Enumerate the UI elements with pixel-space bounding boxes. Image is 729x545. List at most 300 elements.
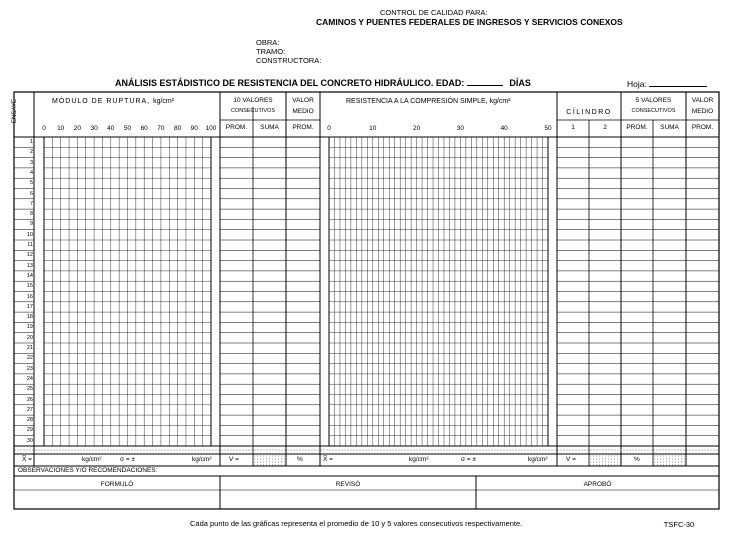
hatch-dot (105, 450, 106, 451)
row-number: 24 (26, 375, 33, 382)
hatch-dot (480, 450, 481, 451)
hatch-dot (573, 450, 574, 451)
hatch-dot (705, 450, 706, 451)
hatch-dot (183, 450, 184, 451)
hatch-dot (537, 450, 538, 451)
resistencia-tick-label: 40 (500, 125, 508, 132)
hatch-dot (678, 465, 679, 466)
hatch-dot (617, 456, 618, 457)
hatch-dot (339, 450, 340, 451)
hatch-dot (263, 459, 264, 460)
hatch-dot (669, 462, 670, 463)
row-number: 2 (29, 149, 33, 156)
suma-header-2: SUMA (660, 124, 679, 131)
hatch-dot (690, 450, 691, 451)
hatch-dot (423, 450, 424, 451)
hatch-dot (267, 450, 268, 451)
hatch-dot (192, 450, 193, 451)
unit-3: kg/cm² (409, 456, 429, 463)
hatch-dot (300, 450, 301, 451)
hatch-dot (611, 462, 612, 463)
hatch-dot (111, 450, 112, 451)
hatch-dot (599, 456, 600, 457)
hatch-dot (234, 450, 235, 451)
hatch-dot (260, 456, 261, 457)
hatch-dot (375, 450, 376, 451)
hatch-dot (699, 450, 700, 451)
hatch-dot (186, 450, 187, 451)
row-number: 11 (27, 242, 33, 248)
hatch-dot (278, 462, 279, 463)
hatch-dot (462, 450, 463, 451)
hatch-dot (438, 450, 439, 451)
observaciones-label: OBSERVACIONES Y/O RECOMENDACIONES: (18, 467, 158, 474)
hatch-dot (276, 450, 277, 451)
row-number: 3 (29, 159, 33, 166)
pct-label-1: % (297, 456, 303, 463)
hatch-dot (429, 450, 430, 451)
hatch-dot (603, 450, 604, 451)
hatch-dot (126, 450, 127, 451)
hatch-dot (99, 450, 100, 451)
hatch-dot (599, 462, 600, 463)
hatch-dot (266, 462, 267, 463)
hatch-dot (284, 456, 285, 457)
hatch-dot (278, 459, 279, 460)
row-number: 22 (26, 355, 33, 362)
hatch-dot (663, 459, 664, 460)
hatch-dot (567, 450, 568, 451)
hatch-dot (618, 450, 619, 451)
modulo-tick-label: 20 (73, 125, 81, 132)
hatch-dot (590, 459, 591, 460)
hatch-dot (324, 450, 325, 451)
hatch-dot (447, 450, 448, 451)
hatch-dot (357, 450, 358, 451)
hatch-dot (260, 462, 261, 463)
hatch-dot (663, 450, 664, 451)
hatch-dot (495, 450, 496, 451)
v-label-2: V = (566, 456, 576, 463)
hatch-dot (48, 450, 49, 451)
hatch-dot (333, 450, 334, 451)
hatch-dot (570, 450, 571, 451)
hatch-dot (593, 456, 594, 457)
hatch-dot (492, 450, 493, 451)
hatch-dot (666, 462, 667, 463)
hoja-label: Hoja: (627, 78, 707, 89)
hatch-dot (576, 450, 577, 451)
unit-4: kg/cm² (528, 456, 548, 463)
hatch-dot (681, 459, 682, 460)
hatch-dot (564, 450, 565, 451)
hatch-dot (588, 450, 589, 451)
hatch-dot (605, 465, 606, 466)
modulo-tick-label: 0 (42, 125, 46, 132)
hatch-dot (90, 450, 91, 451)
hatch-dot (237, 450, 238, 451)
row-number: 1 (29, 139, 33, 145)
hatch-dot (27, 450, 28, 451)
hatch-dot (156, 450, 157, 451)
hatch-dot (266, 465, 267, 466)
hatch-dot (336, 450, 337, 451)
hatch-dot (411, 450, 412, 451)
hatch-dot (608, 456, 609, 457)
hatch-dot (593, 459, 594, 460)
hatch-dot (672, 462, 673, 463)
hatch-dot (596, 462, 597, 463)
hatch-dot (204, 450, 205, 451)
header-line1: CONTROL DE CALIDAD PARA: (380, 8, 488, 17)
hatch-dot (675, 456, 676, 457)
hatch-dot (269, 462, 270, 463)
hatch-dot (684, 456, 685, 457)
hatch-dot (614, 456, 615, 457)
hatch-dot (678, 450, 679, 451)
hatch-dot (269, 465, 270, 466)
hatch-dot (654, 459, 655, 460)
hatch-dot (504, 450, 505, 451)
hatch-dot (414, 450, 415, 451)
hatch-dot (207, 450, 208, 451)
hatch-dot (168, 450, 169, 451)
hatch-dot (471, 450, 472, 451)
hatch-dot (660, 456, 661, 457)
hatch-dot (254, 462, 255, 463)
ten-values-label: 10 VALORES (233, 97, 273, 104)
cilindro-1: 1 (571, 124, 575, 131)
hatch-dot (275, 456, 276, 457)
resistencia-title: RESISTENCIA A LA COMPRESIÓN SIMPLE, kg/cm² (346, 98, 511, 105)
hatch-dot (711, 450, 712, 451)
formulo-label: FORMULÓ (100, 481, 134, 488)
xbar-label-2: X̅ = (323, 456, 333, 463)
hatch-dot (611, 465, 612, 466)
hatch-dot (663, 462, 664, 463)
hatch-dot (602, 465, 603, 466)
hatch-dot (225, 450, 226, 451)
hatch-dot (360, 450, 361, 451)
hatch-dot (645, 450, 646, 451)
hatch-dot (681, 456, 682, 457)
hatch-dot (45, 450, 46, 451)
hatch-dot (477, 450, 478, 451)
hatch-dot (278, 456, 279, 457)
row-number: 25 (26, 386, 33, 393)
hatch-dot (269, 459, 270, 460)
header-line2: CAMINOS Y PUENTES FEDERALES DE INGRESOS Y SERVICIOS CONEXOS (316, 17, 623, 27)
hatch-dot (660, 450, 661, 451)
hatch-dot (590, 456, 591, 457)
hatch-dot (513, 450, 514, 451)
hatch-dot (663, 465, 664, 466)
hatch-dot (590, 462, 591, 463)
hatch-dot (675, 459, 676, 460)
hatch-dot (279, 450, 280, 451)
hatch-dot (435, 450, 436, 451)
hatch-dot (306, 450, 307, 451)
hatch-dot (96, 450, 97, 451)
hatch-dot (390, 450, 391, 451)
row-number: 7 (29, 200, 33, 207)
row-number: 20 (26, 334, 33, 341)
hatch-dot (78, 450, 79, 451)
hatch-dot (284, 459, 285, 460)
hatch-dot (597, 450, 598, 451)
hatch-dot (501, 450, 502, 451)
hatch-dot (612, 450, 613, 451)
row-number: 21 (26, 345, 33, 351)
hatch-dot (648, 450, 649, 451)
hatch-dot (669, 459, 670, 460)
hatch-dot (18, 450, 19, 451)
hatch-dot (281, 462, 282, 463)
hatch-dot (87, 450, 88, 451)
row-number: 29 (26, 427, 33, 434)
hatch-dot (651, 450, 652, 451)
hatch-dot (594, 450, 595, 451)
hatch-dot (108, 450, 109, 451)
hatch-dot (516, 450, 517, 451)
hatch-dot (330, 450, 331, 451)
hatch-dot (617, 462, 618, 463)
hatch-dot (534, 450, 535, 451)
hatch-dot (198, 450, 199, 451)
hatch-dot (617, 459, 618, 460)
hatch-dot (381, 450, 382, 451)
hatch-dot (42, 450, 43, 451)
hatch-dot (654, 465, 655, 466)
hatch-dot (602, 456, 603, 457)
hatch-dot (266, 456, 267, 457)
hatch-dot (591, 450, 592, 451)
hatch-dot (582, 450, 583, 451)
sigma-label-2: σ = ± (461, 456, 476, 463)
hatch-dot (660, 465, 661, 466)
hatch-dot (672, 450, 673, 451)
hatch-dot (579, 450, 580, 451)
hatch-dot (275, 462, 276, 463)
hatch-dot (210, 450, 211, 451)
hatch-dot (263, 456, 264, 457)
hatch-dot (608, 459, 609, 460)
hatch-dot (81, 450, 82, 451)
prom-header-2: PROM. (292, 124, 314, 131)
row-number: 10 (26, 231, 33, 238)
hatch-dot (30, 450, 31, 451)
hatch-dot (312, 450, 313, 451)
hatch-dot (441, 450, 442, 451)
hatch-dot (608, 465, 609, 466)
hatch-dot (615, 450, 616, 451)
prom-header-4: PROM. (691, 124, 714, 131)
suma-header-1: SUMA (260, 124, 279, 131)
hatch-dot (540, 450, 541, 451)
hatch-dot (263, 465, 264, 466)
hatch-dot (264, 450, 265, 451)
hatch-dot (696, 450, 697, 451)
hatch-dot (222, 450, 223, 451)
hatch-dot (273, 450, 274, 451)
hatch-dot (21, 450, 22, 451)
hatch-dot (84, 450, 85, 451)
hatch-dot (114, 450, 115, 451)
hatch-dot (342, 450, 343, 451)
hatch-dot (213, 450, 214, 451)
hatch-dot (75, 450, 76, 451)
hatch-dot (654, 450, 655, 451)
hatch-dot (660, 459, 661, 460)
resistencia-tick-label: 10 (369, 125, 377, 132)
reviso-label: REVISÓ (335, 481, 361, 488)
hatch-dot (617, 465, 618, 466)
hatch-dot (15, 450, 16, 451)
hatch-dot (315, 450, 316, 451)
hatch-dot (363, 450, 364, 451)
hatch-dot (450, 450, 451, 451)
hatch-dot (714, 450, 715, 451)
hatch-dot (257, 456, 258, 457)
row-number: 27 (26, 406, 33, 413)
hatch-dot (657, 465, 658, 466)
hatch-dot (596, 459, 597, 460)
hatch-dot (519, 450, 520, 451)
hatch-dot (642, 450, 643, 451)
resistencia-tick-label: 0 (327, 125, 331, 132)
modulo-tick-label: 70 (157, 125, 165, 132)
hatch-dot (402, 450, 403, 451)
hatch-dot (666, 450, 667, 451)
hatch-dot (228, 450, 229, 451)
hatch-dot (258, 450, 259, 451)
hatch-dot (555, 450, 556, 451)
hatch-dot (489, 450, 490, 451)
hatch-dot (281, 459, 282, 460)
hatch-dot (281, 465, 282, 466)
hatch-dot (260, 459, 261, 460)
hatch-dot (672, 465, 673, 466)
hatch-dot (669, 456, 670, 457)
hatch-dot (123, 450, 124, 451)
hatch-dot (687, 450, 688, 451)
hatch-dot (246, 450, 247, 451)
hatch-dot (165, 450, 166, 451)
row-number: 19 (26, 324, 33, 331)
hatch-dot (294, 450, 295, 451)
hatch-dot (552, 450, 553, 451)
hatch-dot (117, 450, 118, 451)
medio-label: MEDIO (292, 108, 314, 115)
row-number: 13 (26, 262, 33, 269)
hatch-dot (609, 450, 610, 451)
hatch-dot (675, 462, 676, 463)
row-number: 6 (29, 190, 33, 197)
hatch-dot (657, 456, 658, 457)
hatch-dot (399, 450, 400, 451)
hatch-dot (486, 450, 487, 451)
row-number: 14 (26, 272, 33, 279)
hatch-dot (602, 459, 603, 460)
modulo-title: MÓDULO DE RUPTURA, kg/cm² (52, 98, 175, 105)
hatch-dot (189, 450, 190, 451)
hatch-dot (275, 465, 276, 466)
dias-label: DÍAS (509, 78, 531, 88)
hatch-dot (254, 465, 255, 466)
row-number: 9 (29, 221, 33, 228)
hatch-dot (717, 450, 718, 451)
hatch-dot (345, 450, 346, 451)
hatch-dot (266, 459, 267, 460)
hatch-dot (657, 462, 658, 463)
consecutivos-label: CONSECUTIVOS (230, 108, 275, 114)
hatch-dot (459, 450, 460, 451)
hatch-dot (522, 450, 523, 451)
xbar-label-1: X̅ = (22, 456, 32, 463)
hatch-dot (611, 456, 612, 457)
hatch-dot (195, 450, 196, 451)
hatch-dot (309, 450, 310, 451)
hatch-dot (663, 456, 664, 457)
cilindro-label: CÍLINDRO (566, 109, 612, 116)
hatch-dot (669, 465, 670, 466)
hatch-dot (57, 450, 58, 451)
hatch-dot (546, 450, 547, 451)
resistencia-tick-label: 20 (412, 125, 421, 132)
row-number: 16 (26, 293, 33, 300)
hatch-dot (366, 450, 367, 451)
hatch-dot (678, 456, 679, 457)
modulo-tick-label: 80 (173, 125, 182, 132)
hatch-dot (180, 450, 181, 451)
hatch-dot (177, 450, 178, 451)
hatch-dot (453, 450, 454, 451)
hatch-dot (393, 450, 394, 451)
obra-label: OBRA: (256, 38, 280, 47)
hatch-dot (261, 450, 262, 451)
title-text: ANÁLISIS ESTÁDISTICO DE RESISTENCIA DEL CONCRETO HIDRÁULICO. EDAD: (115, 78, 465, 88)
hatch-dot (444, 450, 445, 451)
hatch-dot (120, 450, 121, 451)
unit-2: kg/cm² (192, 456, 212, 463)
hatch-dot (528, 450, 529, 451)
hatch-dot (159, 450, 160, 451)
hatch-dot (624, 450, 625, 451)
hatch-dot (102, 450, 103, 451)
hatch-dot (468, 450, 469, 451)
hatch-dot (231, 450, 232, 451)
hatch-dot (633, 450, 634, 451)
hatch-dot (269, 456, 270, 457)
hatch-dot (620, 456, 621, 457)
row-number: 28 (26, 417, 33, 424)
hatch-dot (69, 450, 70, 451)
hatch-dot (590, 465, 591, 466)
hatch-dot (51, 450, 52, 451)
hatch-dot (384, 450, 385, 451)
hatch-dot (254, 456, 255, 457)
hatch-dot (378, 450, 379, 451)
row-number: 26 (26, 396, 33, 403)
hatch-dot (681, 465, 682, 466)
hatch-dot (354, 450, 355, 451)
hatch-dot (606, 450, 607, 451)
row-number: 8 (29, 211, 33, 218)
hatch-dot (498, 450, 499, 451)
hatch-dot (66, 450, 67, 451)
hatch-dot (174, 450, 175, 451)
hatch-dot (483, 450, 484, 451)
